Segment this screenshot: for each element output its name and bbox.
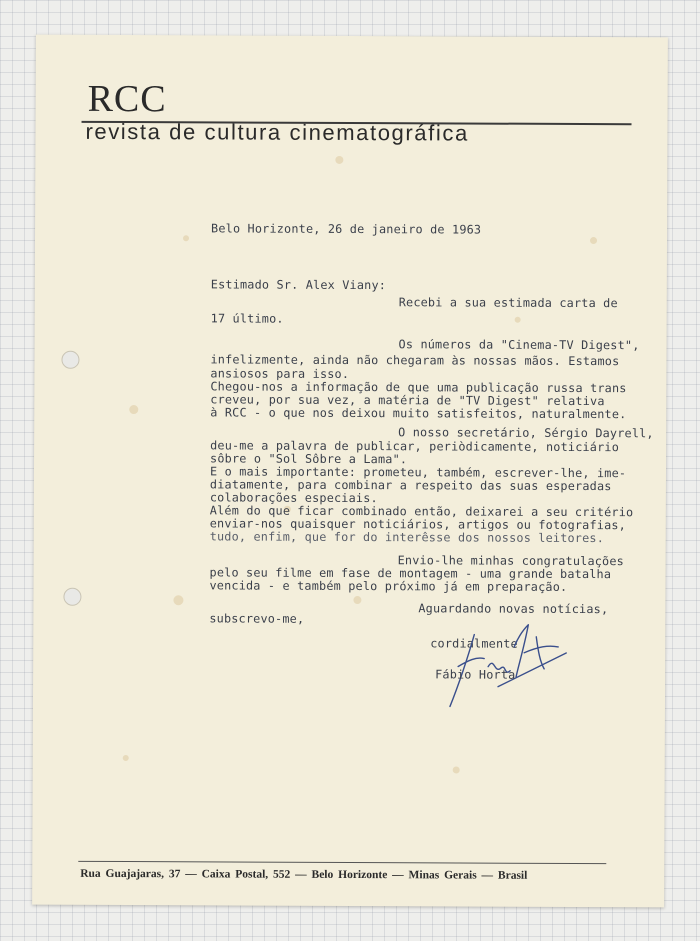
paragraph-line: Recebi a sua estimada carta de (398, 295, 618, 311)
paragraph-line: vencida - e também pelo próximo já em preparação. (209, 578, 568, 594)
paragraph-line: Aguardando novas notícias, (418, 601, 609, 617)
paragraph-line: O nosso secretário, Sérgio Dayrell, (398, 425, 654, 441)
paragraph-line: sôbre o "Sol Sôbre a Lama". (210, 451, 408, 467)
paragraph-line: creveu, por sua vez, a matéria de "TV Digest" relativa (210, 392, 605, 409)
paragraph-line: Além do que ficar combinado então, deixarei a seu critério (209, 503, 634, 520)
date-line: Belo Horizonte, 26 de janeiro de 1963 (211, 221, 482, 237)
letterhead-tagline: revista de cultura cinematográfica (85, 118, 469, 146)
paragraph-line: 17 último. (210, 311, 284, 326)
paragraph-line: pelo seu filme em fase de montagem - uma grande batalha (209, 565, 612, 582)
paragraph-line: enviar-nos quaisquer noticiários, artigos ou fotografias, (209, 516, 627, 533)
paragraph-line: ansiosos para isso. (210, 366, 350, 381)
salutation: Estimado Sr. Alex Viany: (210, 277, 387, 293)
paragraph-line: Chegou-nos a informação de que uma publicação russa trans (210, 379, 627, 396)
punch-hole-top (61, 351, 79, 369)
paragraph-line: infelizmente, ainda não chegaram às nossas mãos. Estamos (210, 352, 620, 369)
closing: cordialmente (430, 636, 518, 651)
paragraph-line: diatamente, para combinar a respeito das suas esperadas (209, 477, 612, 494)
letter-sheet (32, 35, 668, 908)
footer-rule (78, 861, 606, 864)
paragraph-line: deu-me a palavra de publicar, periòdicamente, noticiário (210, 438, 620, 455)
paragraph-line: Os números da "Cinema-TV Digest", (398, 337, 640, 353)
logo-rcc: RCC (87, 77, 167, 121)
paragraph-line: E o mais importante: prometeu, também, escrever-lhe, ime- (209, 464, 627, 481)
paragraph-line: colaborações especiais. (209, 490, 378, 506)
signature-scribble (428, 606, 568, 717)
signer-name: Fábio Horta (435, 667, 516, 682)
paragraph-line: subscrevo-me, (209, 611, 305, 626)
punch-hole-bottom (63, 588, 81, 606)
paragraph-line: à RCC - o que nos deixou muito satisfeitos, naturalmente. (210, 405, 627, 422)
paragraph-line: tudo, enfim, que for do interêsse dos nossos leitores. (209, 529, 605, 546)
footer-address: Rua Guajajaras, 37 — Caixa Postal, 552 — Belo Horizonte — Minas Gerais — Brasil (80, 867, 528, 882)
paragraph-line: Envio-lhe minhas congratulações (397, 553, 625, 569)
